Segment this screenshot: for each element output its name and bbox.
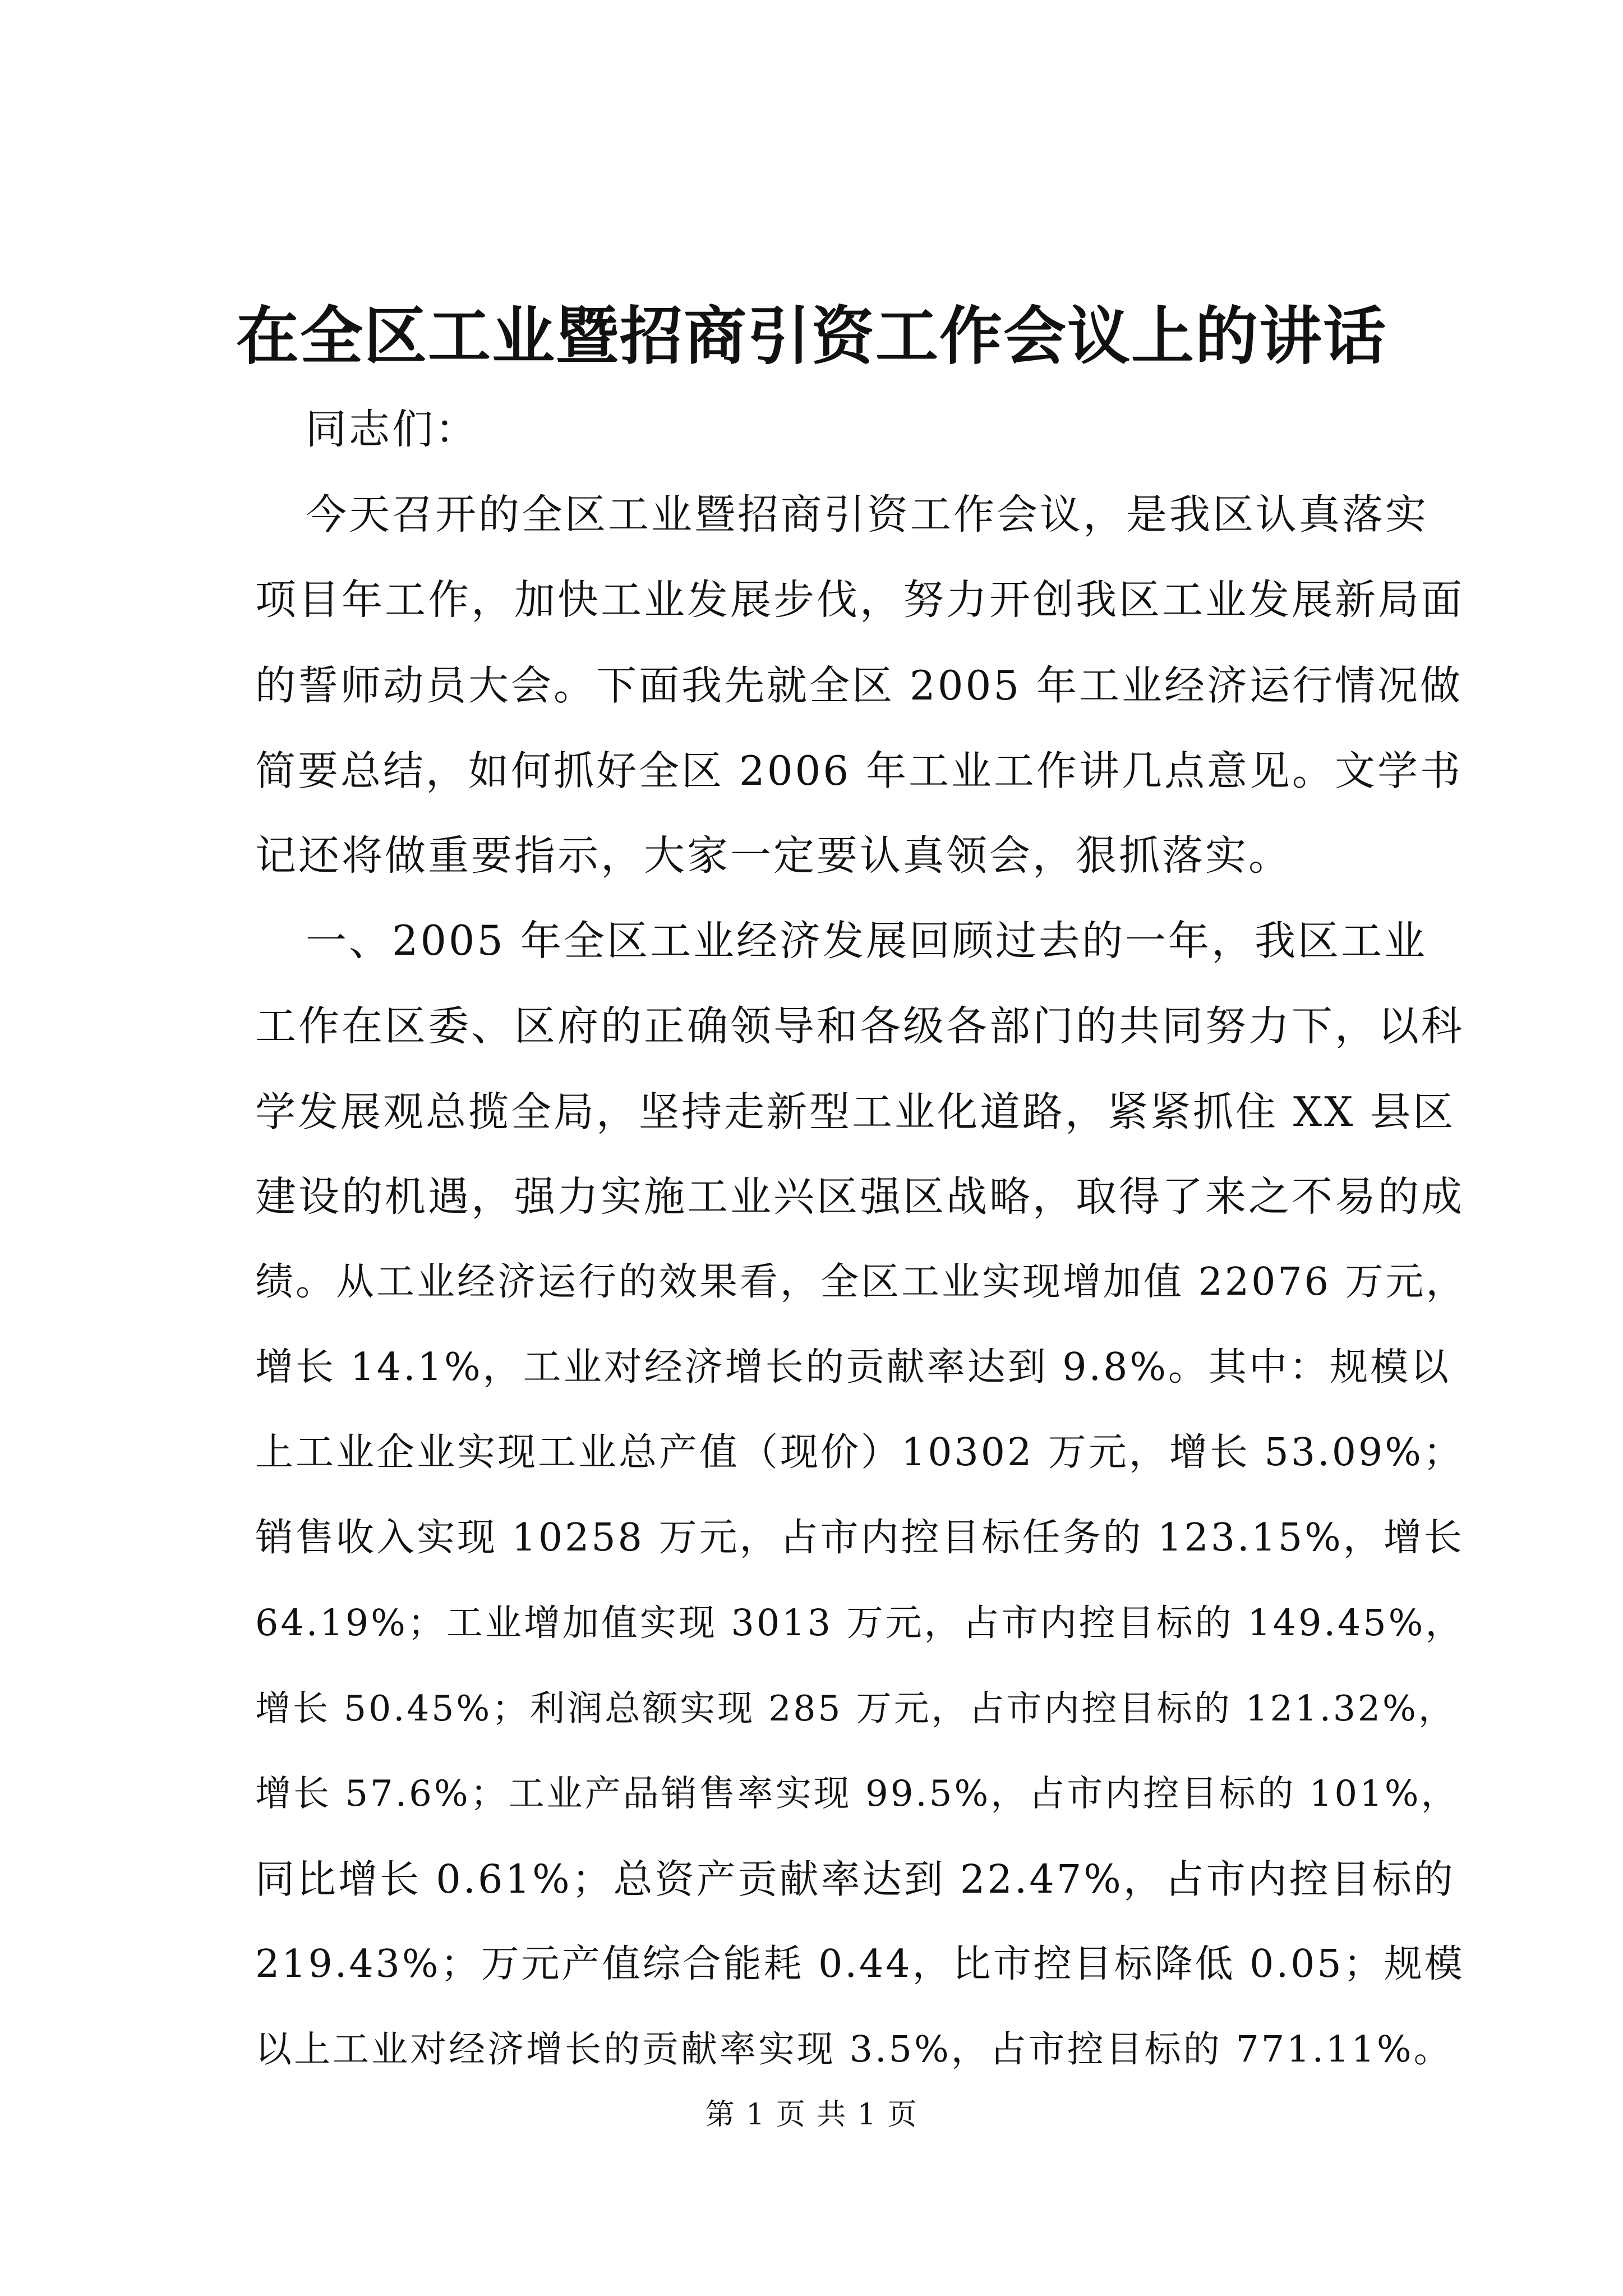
- paragraph-line: 工作在区委、区府的正确领导和各级各部门的共同努力下，以科: [255, 1002, 1464, 1050]
- paragraph-line: 销售收入实现 10258 万元，占市内控目标任务的 123.15%，增长: [255, 1516, 1464, 1560]
- paragraph-line: 增长 50.45%；利润总额实现 285 万元，占市内控目标的 121.32%，: [255, 1688, 1456, 1729]
- paragraph-line: 一、2005 年全区工业经济发展回顾过去的一年，我区工业: [306, 917, 1427, 965]
- paragraph-line: 学发展观总揽全局，坚持走新型工业化道路，紧紧抓住 XX 县区: [255, 1088, 1456, 1135]
- paragraph-line: 的誓师动员大会。下面我先就全区 2005 年工业经济运行情况做: [255, 662, 1463, 709]
- paragraph-line: 以上工业对经济增长的贡献率实现 3.5%，占市控目标的 771.11%。: [255, 2028, 1453, 2070]
- paragraph-line: 项目年工作，加快工业发展步伐，努力开创我区工业发展新局面: [255, 576, 1464, 624]
- paragraph-line: 219.43%；万元产值综合能耗 0.44，比市控目标降低 0.05；规模: [255, 1942, 1465, 1986]
- paragraph-line: 今天召开的全区工业暨招商引资工作会议，是我区认真落实: [306, 491, 1428, 539]
- paragraph-line: 记还将做重要指示，大家一定要认真领会，狠抓落实。: [255, 832, 1292, 880]
- paragraph-line: 同比增长 0.61%；总资产贡献率达到 22.47%，占市内控目标的: [255, 1856, 1455, 1902]
- paragraph-line: 建设的机遇，强力实施工业兴区强区战略，取得了来之不易的成: [255, 1173, 1464, 1221]
- page-footer: 第 1 页 共 1 页: [705, 2098, 918, 2132]
- document-title: 在全区工业暨招商引资工作会议上的讲话: [236, 300, 1387, 373]
- paragraph-line: 64.19%；工业增加值实现 3013 万元，占市内控目标的 149.45%，: [255, 1602, 1464, 1644]
- paragraph-line: 上工业企业实现工业总产值（现价）10302 万元，增长 53.09%；: [255, 1430, 1464, 1475]
- paragraph-line: 增长 57.6%；工业产品销售率实现 99.5%，占市内控目标的 101%，: [255, 1773, 1459, 1815]
- document-body: [255, 387, 1467, 2092]
- paragraph-line: 绩。从工业经济运行的效果看，全区工业实现增加值 22076 万元，: [255, 1260, 1467, 1304]
- paragraph-line: 简要总结，如何抓好全区 2006 年工业工作讲几点意见。文学书: [255, 747, 1463, 794]
- paragraph-line: 增长 14.1%，工业对经济增长的贡献率达到 9.8%。其中：规模以: [255, 1345, 1451, 1389]
- salutation: 同志们：: [306, 406, 478, 453]
